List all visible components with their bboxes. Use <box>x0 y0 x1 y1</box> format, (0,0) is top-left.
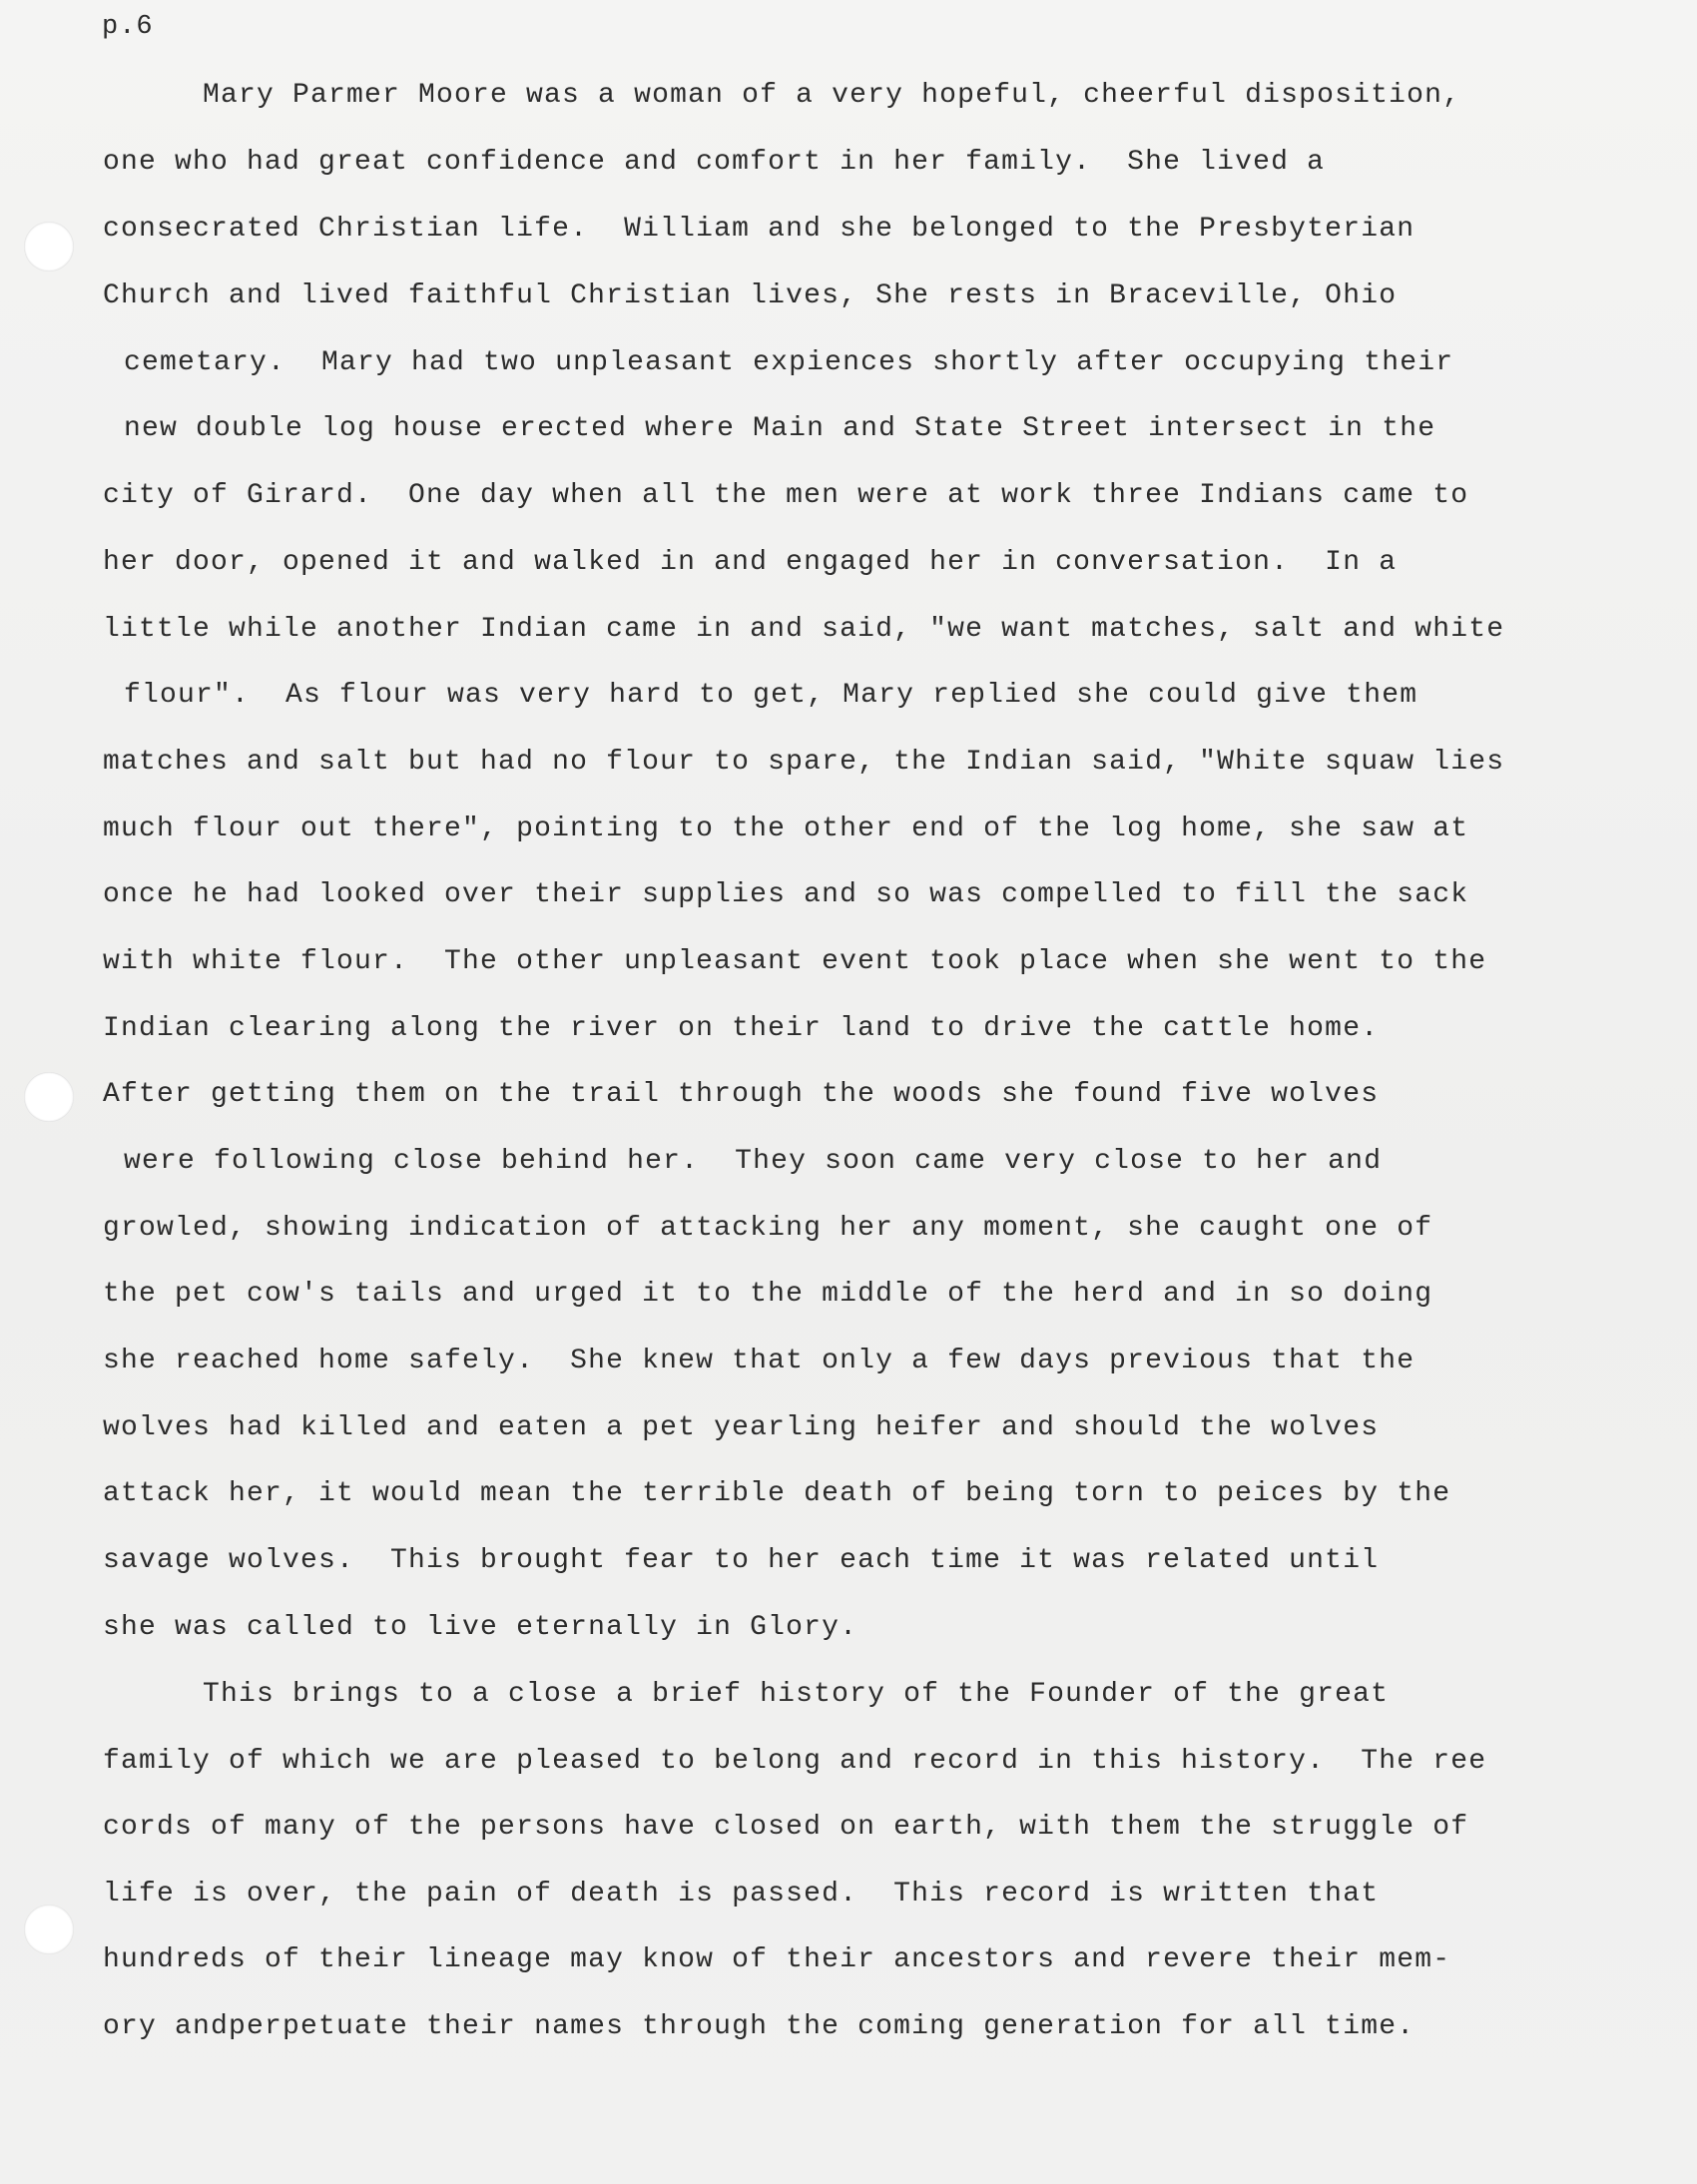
text-line: little while another Indian came in and said, "we want matches, salt and white <box>103 614 1505 645</box>
text-line: flour". As flour was very hard to get, Mary replied she could give them <box>124 680 1418 711</box>
text-line: After getting them on the trail through the woods she found five wolves <box>103 1079 1380 1110</box>
text-line: This brings to a close a brief history of the Founder of the great <box>203 1679 1390 1710</box>
text-line: with white flour. The other unpleasant event took place when she went to the <box>103 946 1487 977</box>
text-line: wolves had killed and eaten a pet yearling heifer and should the wolves <box>103 1412 1380 1443</box>
page-number: p.6 <box>102 12 154 42</box>
text-line: cords of many of the persons have closed on earth, with them the struggle of <box>103 1812 1469 1843</box>
punch-hole-top <box>24 222 74 272</box>
text-line: life is over, the pain of death is passed. This record is written that <box>103 1879 1380 1910</box>
text-line: the pet cow's tails and urged it to the middle of the herd and in so doing <box>103 1279 1433 1310</box>
text-line: family of which we are pleased to belong and record in this history. The ree <box>103 1746 1487 1777</box>
text-line: ory andperpetuate their names through the coming generation for all time. <box>103 2011 1415 2042</box>
text-line: once he had looked over their supplies and so was compelled to fill the sack <box>103 879 1469 910</box>
text-line: Indian clearing along the river on their land to drive the cattle home. <box>103 1013 1380 1044</box>
text-line: consecrated Christian life. William and she belonged to the Presbyterian <box>103 214 1415 245</box>
text-line: she was called to live eternally in Glory. <box>103 1612 858 1643</box>
text-line: one who had great confidence and comfort in her family. She lived a <box>103 147 1326 178</box>
text-line: Church and lived faithful Christian lives, She rests in Braceville, Ohio <box>103 280 1398 311</box>
punch-hole-bottom <box>24 1905 74 1954</box>
text-line: cemetary. Mary had two unpleasant expiences shortly after occupying their <box>124 347 1454 378</box>
text-line: savage wolves. This brought fear to her each time it was related until <box>103 1545 1380 1576</box>
text-line: growled, showing indication of attacking her any moment, she caught one of <box>103 1213 1433 1244</box>
text-line: hundreds of their lineage may know of their ancestors and revere their mem- <box>103 1944 1451 1975</box>
text-line: her door, opened it and walked in and engaged her in conversation. In a <box>103 547 1398 578</box>
text-line: city of Girard. One day when all the men were at work three Indians came to <box>103 480 1469 511</box>
text-line: Mary Parmer Moore was a woman of a very hopeful, cheerful disposition, <box>203 80 1461 111</box>
text-line: were following close behind her. They soon came very close to her and <box>124 1146 1383 1177</box>
text-line: attack her, it would mean the terrible death of being torn to peices by the <box>103 1478 1451 1509</box>
text-line: much flour out there", pointing to the other end of the log home, she saw at <box>103 814 1469 844</box>
text-line: she reached home safely. She knew that only a few days previous that the <box>103 1346 1415 1376</box>
punch-hole-middle <box>24 1072 74 1122</box>
text-line: matches and salt but had no flour to spare, the Indian said, "White squaw lies <box>103 747 1505 778</box>
text-line: new double log house erected where Main and State Street intersect in the <box>124 413 1436 444</box>
